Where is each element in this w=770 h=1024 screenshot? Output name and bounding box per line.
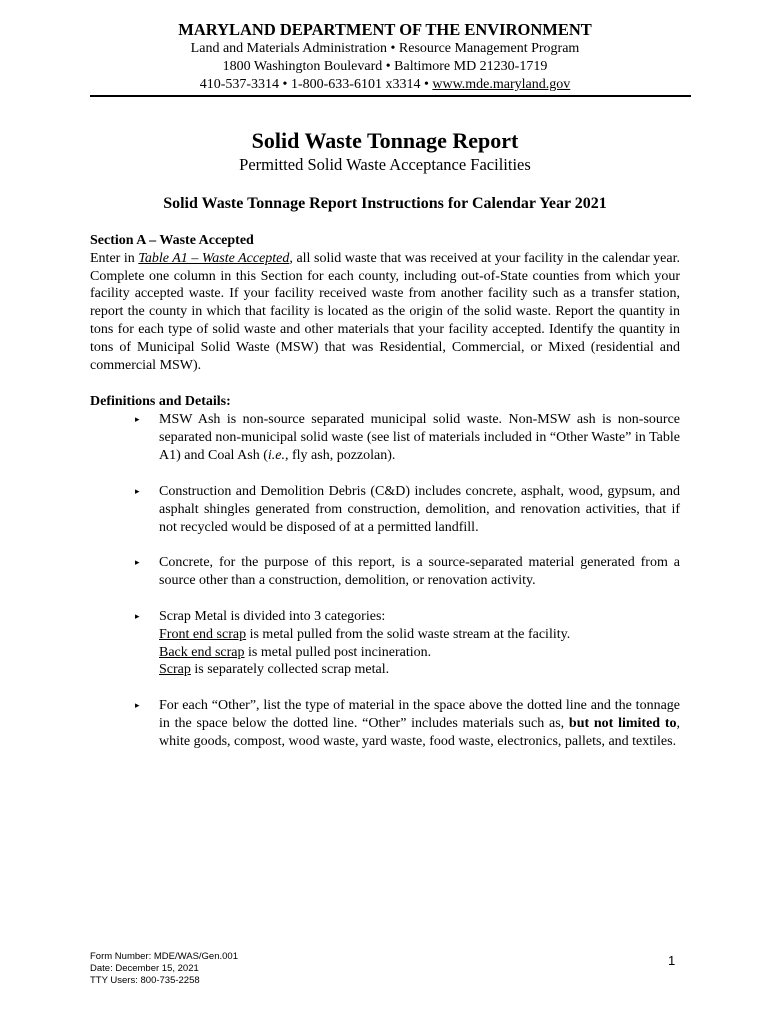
front-end-scrap-def xyxy=(159,626,680,644)
bullet-text: For each “Other”, list the type of material in the space above the dotted line and the tonnage in the space below the dotted line. “Other” includes materials such as, xyxy=(159,698,680,731)
section-a-paragraph xyxy=(90,250,680,375)
phone-numbers: 410-537-3314 • 1-800-633-6101 x3314 • xyxy=(199,77,433,92)
back-end-scrap-def xyxy=(159,644,680,662)
administration-line: Land and Materials Administration • Resource Management Program xyxy=(190,41,580,56)
front-end-scrap-text: is metal pulled from the solid waste stream at the facility. xyxy=(246,626,571,642)
scrap-def xyxy=(159,661,680,679)
address-line: 1800 Washington Boulevard • Baltimore MD 21230-1719 xyxy=(222,59,548,74)
ie-abbrev: i.e. xyxy=(267,447,285,463)
bullet-arrow-icon: ▸ xyxy=(135,557,140,567)
form-number: Form Number: MDE/WAS/Gen.001 xyxy=(90,951,238,962)
form-footer xyxy=(90,951,238,987)
section-a xyxy=(90,232,680,374)
section-a-enter-in: Enter in xyxy=(90,250,139,266)
bullet-arrow-icon: ▸ xyxy=(135,414,140,424)
org-name: MARYLAND DEPARTMENT OF THE ENVIRONMENT xyxy=(178,20,592,39)
website-link[interactable]: www.mde.maryland.gov xyxy=(432,77,571,92)
bullet-text: MSW Ash is non-source separated municipal solid waste. Non-MSW ash is non-source separated non-municipal solid waste (see list of materials included in “Other Waste” in Table A1) and Coal Ash ( xyxy=(159,412,680,463)
back-end-scrap-text: is metal pulled post incineration. xyxy=(244,644,432,660)
page-number: 1 xyxy=(668,953,676,968)
emphasis-text: but not limited to xyxy=(568,715,677,731)
bullet-text: Construction and Demolition Debris (C&D) includes concrete, asphalt, wood, gypsum, and asphalt shingles generated from construction, demolition, and renovation activities, that if not recycled would be disposed of at a permitted landfill. xyxy=(159,484,680,535)
contact-line xyxy=(90,76,680,94)
front-end-scrap-term: Front end scrap xyxy=(159,626,247,642)
back-end-scrap-term: Back end scrap xyxy=(159,644,245,660)
definitions-heading: Definitions and Details: xyxy=(90,394,231,409)
page-subtitle: Permitted Solid Waste Acceptance Facilities xyxy=(239,155,531,174)
table-a1-ref: Table A1 – Waste Accepted xyxy=(138,250,290,266)
bullet-text-end: , fly ash, pozzolan). xyxy=(285,447,396,463)
bullet-text-end: , white goods, compost, wood waste, yard waste, food waste, electronics, pallets, and textiles. xyxy=(159,715,680,749)
section-a-heading: Section A – Waste Accepted xyxy=(90,233,254,248)
bullet-arrow-icon: ▸ xyxy=(135,486,140,496)
form-date: Date: December 15, 2021 xyxy=(90,963,199,974)
page-title: Solid Waste Tonnage Report xyxy=(251,128,519,153)
scrap-term: Scrap xyxy=(159,662,191,678)
letterhead xyxy=(90,20,680,94)
header-divider xyxy=(90,95,691,97)
bullet-arrow-icon: ▸ xyxy=(135,700,140,710)
section-a-body: , all solid waste that was received at your facility in the calendar year. Complete one column in this Section for each county, including out-of-State counties from which your facility accepted waste. If your facility received waste from another facility such as a transfer station, report the county in which that facility is located as the origin of the solid waste. Report the quantity in tons for each type of solid waste and other materials that your facility accepted. Identify the quantity in tons of Municipal Solid Waste (MSW) that was Residential, Commercial, or Mixed (residential and commercial MSW). xyxy=(90,250,680,373)
scrap-intro: Scrap Metal is divided into 3 categories: xyxy=(159,609,386,624)
tty-line: TTY Users: 800-735-2258 xyxy=(90,975,200,986)
bullet-text: Concrete, for the purpose of this report, is a source-separated material generated from a source other than a construction, demolition, or renovation activity. xyxy=(159,555,680,588)
scrap-text: is separately collected scrap metal. xyxy=(190,662,390,678)
bullet-arrow-icon: ▸ xyxy=(135,611,140,621)
instructions-heading: Solid Waste Tonnage Report Instructions for Calendar Year 2021 xyxy=(163,195,607,212)
